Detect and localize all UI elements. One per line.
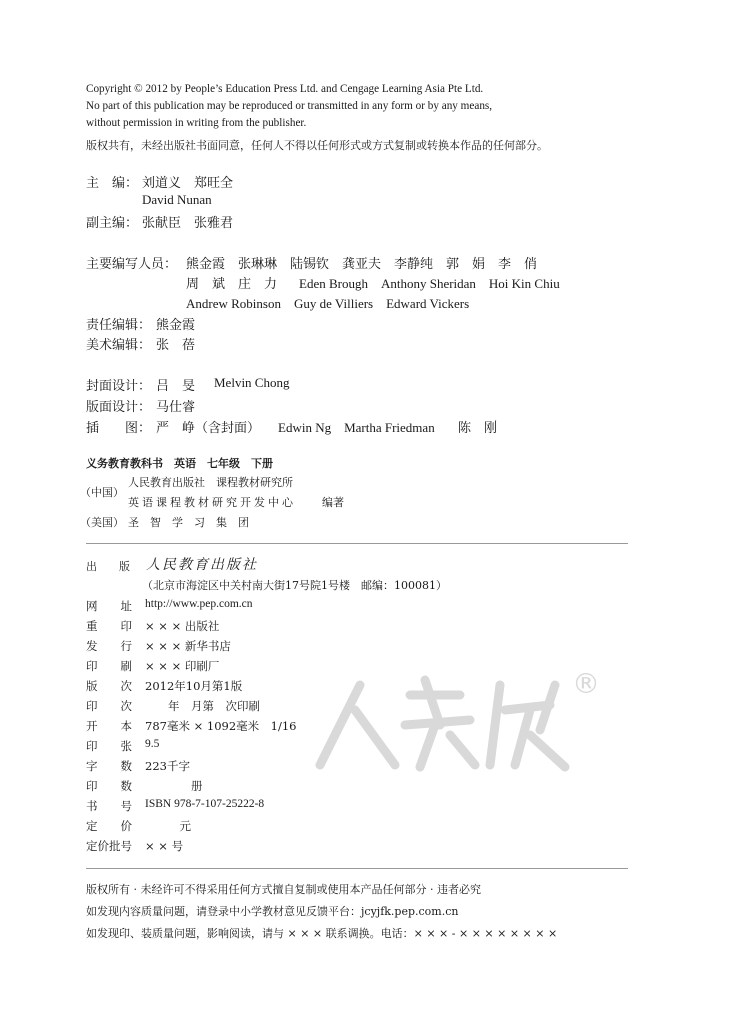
usa-tag: （美国） [80, 516, 124, 529]
detail-value: 9.5 [145, 738, 160, 750]
china-org-line1: 人民教育出版社 课程教材研究所 [128, 476, 293, 489]
illustration-names-en: Edwin Ng Martha Friedman [278, 420, 435, 435]
publisher-label: 出 版 [86, 560, 130, 573]
detail-value: 223千字 [145, 759, 190, 773]
detail-key: 定价批号 [86, 839, 132, 853]
copyright-en-line2: No part of this publication may be reproduced or transmitted in any form or by any means, [86, 100, 493, 112]
detail-value: ISBN 978-7-107-25222-8 [145, 798, 265, 810]
writers-line2-zh: 周 斌 庄 力 [186, 277, 278, 292]
cover-design-label: 封面设计： [86, 379, 152, 394]
copyright-zh: 版权共有，未经出版社书面同意，任何人不得以任何形式或方式复制或转换本作品的任何部分。 [86, 139, 548, 152]
layout-design-names: 马仕睿 [156, 400, 196, 415]
footer-feedback: 如发现内容质量问题，请登录中小学教材意见反馈平台：jcyjfk.pep.com.cn [86, 905, 459, 918]
detail-key: 印 次 [86, 699, 132, 713]
writers-line3: Andrew Robinson Guy de Villiers Edward Vickers [186, 296, 470, 311]
detail-key: 印 张 [86, 739, 132, 753]
detail-value: × × × 印刷厂 [145, 659, 220, 673]
usa-org: 圣 智 学 习 集 团 [128, 516, 249, 529]
detail-value: http://www.pep.com.cn [145, 598, 253, 610]
illustration-names-zh2: 陈 刚 [458, 421, 498, 436]
responsible-editor-names: 熊金霞 [156, 318, 196, 333]
copyright-en-line1: Copyright © 2012 by People’s Education Press Ltd. and Cengage Learning Asia Pte Ltd. [86, 83, 484, 95]
writers-label: 主要编写人员： [86, 257, 178, 272]
detail-value: × × × 新华书店 [145, 639, 231, 653]
detail-value: 册 [145, 779, 203, 793]
detail-key: 书 号 [86, 799, 132, 813]
detail-value: × × × 出版社 [145, 619, 220, 633]
china-org-line2: 英语课程教材研究开发中心 [128, 496, 296, 509]
detail-value: × × 号 [145, 839, 184, 853]
detail-key: 印 数 [86, 779, 132, 793]
detail-key: 印 刷 [86, 659, 132, 673]
detail-value: 787毫米 × 1092毫米 1/16 [145, 719, 297, 733]
detail-key: 字 数 [86, 759, 132, 773]
detail-key: 发 行 [86, 639, 132, 653]
detail-value: 年 月第 次印刷 [145, 699, 260, 713]
compile-label: 编著 [322, 496, 344, 509]
chief-editor-names-en: David Nunan [142, 192, 212, 207]
copyright-en-line3: without permission in writing from the publisher. [86, 117, 307, 129]
deputy-editor-label: 副主编： [86, 216, 139, 231]
detail-key: 版 次 [86, 679, 132, 693]
watermark-logo [300, 655, 600, 780]
illustration-names-zh: 严 峥（含封面） [156, 421, 261, 436]
footer-contact: 如发现印、装质量问题，影响阅读，请与 × × × 联系调换。电话：× × × - × × × × × × × × [86, 927, 558, 940]
cover-design-names-en: Melvin Chong [214, 375, 290, 390]
art-editor-label: 美术编辑： [86, 338, 152, 353]
illustration-label: 插 图： [86, 421, 152, 436]
detail-key: 网 址 [86, 599, 132, 613]
chief-editor-names: 刘道义 郑旺全 [142, 176, 234, 191]
writers-line1: 熊金霞 张琳琳 陆锡钦 龚亚夫 李静纯 郭 娟 李 俏 [186, 257, 538, 272]
divider-bottom [86, 868, 628, 869]
detail-key: 定 价 [86, 819, 132, 833]
cover-design-names-zh: 吕 旻 [156, 379, 196, 394]
chief-editor-label: 主 编： [86, 176, 139, 191]
publisher-logo: 人民教育出版社 [146, 557, 258, 573]
detail-value: 元 [145, 819, 191, 833]
detail-key: 开 本 [86, 719, 132, 733]
divider-top [86, 543, 628, 544]
book-title: 义务教育教科书 英语 七年级 下册 [86, 457, 273, 470]
china-tag: （中国） [80, 486, 124, 499]
responsible-editor-label: 责任编辑： [86, 318, 152, 333]
deputy-editor-names: 张献臣 张雅君 [142, 216, 234, 231]
writers-line2-en: Eden Brough Anthony Sheridan Hoi Kin Chiu [299, 276, 560, 291]
footer-rights: 版权所有 · 未经许可不得采用任何方式擅自复制或使用本产品任何部分 · 违者必究 [86, 883, 481, 896]
registered-mark: ® [572, 667, 600, 700]
layout-design-label: 版面设计： [86, 400, 152, 415]
detail-key: 重 印 [86, 619, 132, 633]
art-editor-names: 张 蓓 [156, 338, 196, 353]
publisher-address: （北京市海淀区中关村南大街17号院1号楼 邮编：100081） [142, 579, 447, 592]
detail-value: 2012年10月第1版 [145, 679, 243, 693]
